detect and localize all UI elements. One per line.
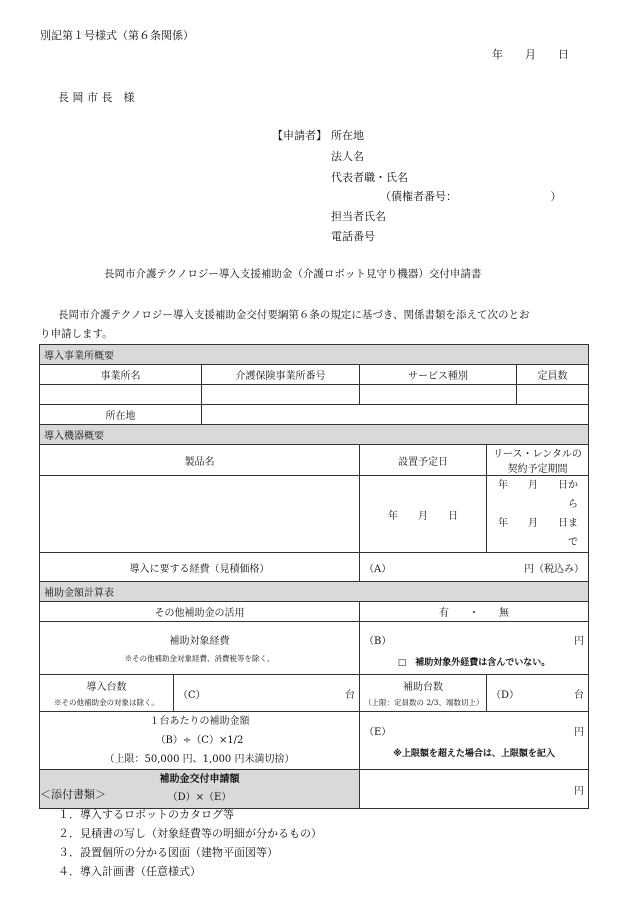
service-type-header: サービス種別: [360, 365, 517, 385]
excluded-cost-checkbox[interactable]: □ 補助対象外経費は含んでいない。: [397, 658, 551, 668]
per-unit-yen: 円: [574, 726, 584, 738]
attachment-item: ３．設置個所の分かる図面（建物平面図等）: [58, 846, 278, 859]
attachments-heading: ＜添付書類＞: [40, 788, 106, 801]
per-unit-e-marker: （E）: [364, 726, 392, 738]
section-calculation: 補助金額計算表: [40, 582, 589, 602]
attachment-item: ２．見積書の写し（対象経費等の明細が分かるもの）: [58, 827, 322, 840]
units-title: 導入台数: [86, 682, 127, 693]
eligible-cost-label: [40, 622, 360, 675]
eligible-cost-field[interactable]: [360, 622, 589, 675]
office-name-header: 事業所名: [40, 365, 202, 385]
subsidy-units-dai: 台: [574, 689, 584, 701]
other-subsidy-choice[interactable]: 有 ・ 無: [360, 602, 589, 622]
person-in-charge-label: 担当者氏名: [331, 210, 386, 223]
other-subsidy-label: その他補助金の活用: [40, 602, 360, 622]
date-line: 年 月 日: [492, 48, 569, 61]
service-type-field[interactable]: [360, 385, 517, 405]
form-number: 別記第１号様式（第６条関係）: [40, 29, 194, 42]
per-unit-title: １台あたりの補助金額: [149, 716, 250, 727]
location-label-text: 所在地: [105, 411, 136, 422]
product-name-header: 製品名: [40, 445, 360, 476]
subsidy-units-note: （上限：定員数の 2/3、端数切上）: [364, 698, 484, 707]
units-note: ※その他補助金の対象は除く。: [54, 698, 159, 707]
units-label: [40, 675, 174, 712]
insurance-number-field[interactable]: [202, 385, 360, 405]
eligible-b-marker: （B）: [364, 636, 392, 647]
limit-note: ※上限額を超えた場合は、上限額を記入: [393, 748, 555, 759]
cost-label: 導入に要する経費（見積価格）: [40, 553, 360, 582]
install-date-field[interactable]: 年 月 日: [360, 476, 487, 553]
lease-from: 年 月 日から: [498, 480, 578, 510]
phone-label: 電話番号: [331, 230, 375, 243]
subsidy-units-field[interactable]: [487, 675, 589, 712]
install-date-header: 設置予定日: [360, 445, 487, 476]
applicant-label: 【申請者】: [272, 129, 327, 142]
addressee: 長 岡 市 長 様: [58, 91, 135, 104]
per-unit-field[interactable]: [360, 712, 589, 770]
capacity-field[interactable]: [517, 385, 589, 405]
apply-amount-formula: （D）×（E）: [167, 792, 232, 803]
per-unit-limit: （上限：50,000 円、1,000 円未満切捨）: [104, 754, 295, 765]
eligible-cost-note: ※その他補助金対象経費、消費税等を除く。: [124, 654, 275, 663]
apply-amount-field[interactable]: [360, 770, 589, 809]
corp-name-label: 法人名: [331, 150, 364, 163]
lease-to: 年 月 日まで: [498, 518, 578, 548]
subsidy-units-title: 補助台数: [403, 682, 443, 693]
insurance-number-header: 介護保険事業所番号: [202, 365, 360, 385]
attachment-item: ４．導入計画書（任意様式）: [58, 865, 201, 878]
product-name-field[interactable]: [40, 476, 360, 553]
eligible-cost-title: 補助対象経費: [169, 636, 230, 647]
representative-label: 代表者職・氏名: [331, 171, 408, 184]
lease-period-header: リース・レンタルの契約予定期間: [487, 445, 589, 476]
cost-unit: 円（税込み）: [524, 563, 584, 575]
cost-a-marker: （A）: [364, 563, 392, 575]
intro-line-1: 長岡市介護テクノロジー導入支援補助金交付要綱第６条の規定に基づき、関係書類を添えて次のとお: [58, 309, 530, 321]
per-unit-label: [40, 712, 360, 770]
application-table: [39, 344, 589, 809]
intro-line-2: り申請します。: [40, 328, 113, 340]
capacity-header: 定員数: [517, 365, 589, 385]
subsidy-units-label: [360, 675, 487, 712]
office-name-field[interactable]: [40, 385, 202, 405]
units-d-marker: （D）: [491, 689, 520, 701]
units-field[interactable]: [174, 675, 360, 712]
eligible-yen: 円: [574, 636, 584, 647]
attachment-item: １．導入するロボットのカタログ等: [58, 808, 234, 821]
per-unit-formula: （B）÷（C）×1/2: [155, 735, 244, 746]
attachments-list: [58, 806, 322, 882]
location-field[interactable]: [202, 405, 589, 425]
address-label: 所在地: [331, 129, 364, 142]
apply-amount-title: 補助金交付申請額: [159, 774, 240, 785]
section-equipment-overview: 導入機器概要: [40, 425, 589, 445]
cost-field[interactable]: [360, 553, 589, 582]
creditor-number: （債権者番号： ）: [380, 190, 562, 203]
units-dai: 台: [345, 689, 355, 701]
units-c-marker: （C）: [178, 689, 206, 701]
document-title: 長岡市介護テクノロジー導入支援補助金（介護ロボット見守り機器）交付申請書: [104, 268, 482, 280]
section-office-overview: 導入事業所概要: [40, 345, 589, 365]
lease-period-field[interactable]: [487, 476, 589, 553]
location-label: [40, 405, 202, 425]
apply-amount-yen: 円: [574, 785, 584, 797]
